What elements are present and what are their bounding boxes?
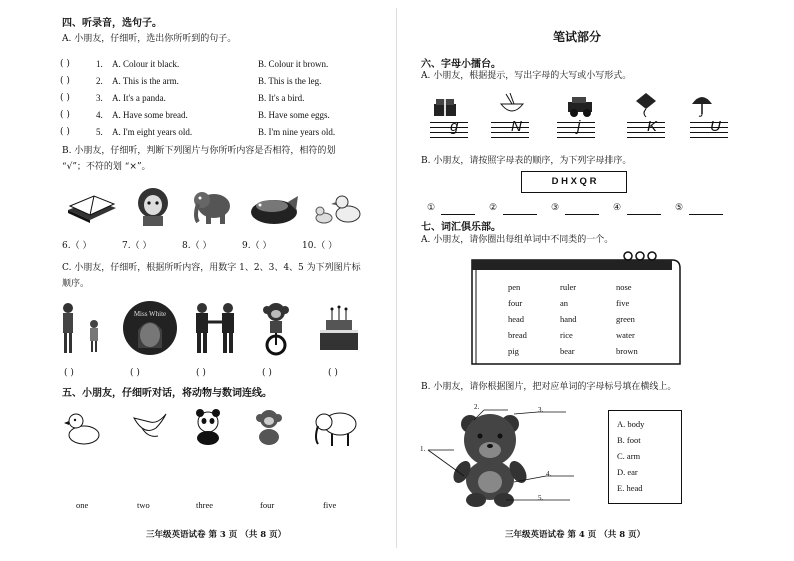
option-b[interactable]: B. This is the leg. bbox=[258, 76, 322, 86]
word-cell[interactable]: brown bbox=[616, 346, 638, 356]
birthday-cake-picture bbox=[316, 302, 362, 354]
order-mark: ② bbox=[489, 203, 498, 213]
order-answer-3[interactable]: ( ) bbox=[196, 368, 206, 378]
number-word[interactable]: two bbox=[137, 500, 150, 510]
order-answer-1[interactable]: ( ) bbox=[64, 368, 74, 378]
writing-line bbox=[557, 132, 595, 133]
option-e: E. head bbox=[617, 483, 643, 493]
judge-answer-10[interactable]: 10.（ ） bbox=[302, 241, 338, 251]
letter-lines-4[interactable] bbox=[627, 122, 665, 142]
noodles-icon bbox=[498, 92, 526, 118]
option-a[interactable]: A. I'm eight years old. bbox=[112, 127, 193, 137]
word-cell[interactable]: five bbox=[616, 298, 630, 308]
writing-line bbox=[491, 122, 529, 123]
doll-picture bbox=[133, 186, 173, 228]
writing-line bbox=[690, 127, 728, 128]
writing-line bbox=[430, 137, 468, 138]
writing-line bbox=[430, 122, 468, 123]
elephant-icon bbox=[310, 406, 362, 448]
miss-white-badge bbox=[122, 300, 178, 356]
section-6-title: 六、字母小擂台。 bbox=[421, 59, 501, 70]
jeep-icon bbox=[565, 96, 595, 118]
section-7-title: 七、词汇俱乐部。 bbox=[421, 222, 501, 233]
option-a[interactable]: A. Have some bread. bbox=[112, 110, 188, 120]
number-word[interactable]: one bbox=[76, 500, 89, 510]
order-mark: ③ bbox=[551, 203, 560, 213]
writing-line bbox=[627, 127, 665, 128]
section-7a-instruction: A. 小朋友，请你圈出每组单词中不同类的一个。 bbox=[421, 235, 614, 245]
order-mark: ④ bbox=[613, 203, 622, 213]
bird-icon bbox=[128, 408, 168, 446]
handwritten-letter: K bbox=[647, 118, 658, 135]
section-4c-instruction-line1: C. 小朋友，仔细听，根据所听内容，用数字 1、2、3、4、5 为下列图片标 bbox=[62, 263, 361, 273]
left-footer: 三年级英语试卷 第 3 页 （共 8 页） bbox=[146, 530, 287, 540]
writing-line bbox=[627, 122, 665, 123]
answer-paren[interactable]: ( ) bbox=[60, 127, 70, 137]
order-blank[interactable] bbox=[565, 204, 599, 215]
writing-line bbox=[557, 127, 595, 128]
judge-answer-6[interactable]: 6.（ ） bbox=[62, 241, 92, 251]
judge-answer-8[interactable]: 8.（ ） bbox=[182, 241, 212, 251]
section-6b-instruction: B. 小朋友，请按照字母表的顺序，为下列字母排序。 bbox=[421, 156, 632, 166]
option-d: D. ear bbox=[617, 467, 638, 477]
writing-line bbox=[627, 132, 665, 133]
letter-lines-5[interactable] bbox=[690, 122, 728, 142]
question-number: 4. bbox=[96, 110, 103, 120]
writing-line bbox=[430, 127, 468, 128]
writing-line bbox=[430, 132, 468, 133]
option-b: B. foot bbox=[617, 435, 641, 445]
people-picture bbox=[56, 302, 106, 356]
gift-icon bbox=[432, 94, 458, 118]
order-answer-2[interactable]: ( ) bbox=[130, 368, 140, 378]
section-4c-instruction-line2: 顺序。 bbox=[62, 279, 90, 289]
judge-answer-9[interactable]: 9.（ ） bbox=[242, 241, 272, 251]
option-a: A. body bbox=[617, 419, 645, 429]
writing-line bbox=[491, 132, 529, 133]
number-word[interactable]: three bbox=[196, 500, 213, 510]
word-cell[interactable]: ruler bbox=[560, 282, 577, 292]
judge-answer-7[interactable]: 7.（ ） bbox=[122, 241, 152, 251]
answer-paren[interactable]: ( ) bbox=[60, 110, 70, 120]
writing-line bbox=[690, 122, 728, 123]
handwritten-letter: U bbox=[710, 118, 721, 135]
bear-label-2: 2. bbox=[474, 403, 480, 411]
word-cell[interactable]: hand bbox=[560, 314, 577, 324]
word-cell[interactable]: pig bbox=[508, 346, 519, 356]
fish-picture bbox=[248, 186, 300, 228]
duck-picture bbox=[312, 190, 362, 226]
bear-label-1: 1. bbox=[420, 445, 426, 453]
word-cell[interactable]: bear bbox=[560, 346, 575, 356]
question-number: 5. bbox=[96, 127, 103, 137]
order-blank[interactable] bbox=[627, 204, 661, 215]
letter-sequence-box: D H X Q R bbox=[521, 171, 627, 193]
kite-icon bbox=[632, 92, 660, 118]
word-cell[interactable]: rice bbox=[560, 330, 573, 340]
order-mark: ⑤ bbox=[675, 203, 684, 213]
handwritten-letter: g bbox=[450, 118, 459, 135]
writing-line bbox=[690, 137, 728, 138]
section-6a-instruction: A. 小朋友，根据提示，写出字母的大写或小写形式。 bbox=[421, 71, 632, 81]
writing-line bbox=[557, 122, 595, 123]
word-cell[interactable]: bread bbox=[508, 330, 527, 340]
handshake-picture bbox=[190, 302, 240, 356]
writing-line bbox=[557, 137, 595, 138]
option-c: C. arm bbox=[617, 451, 641, 461]
section-4b-instruction-line1: B. 小朋友，仔细听，判断下列图片与你所听内容是否相符，相符的划 bbox=[62, 146, 336, 156]
section-4-title: 四、听录音，选句子。 bbox=[62, 18, 162, 29]
option-b[interactable]: B. I'm nine years old. bbox=[258, 127, 336, 137]
letter-lines-2[interactable] bbox=[491, 122, 529, 142]
section-5-title: 五、小朋友，仔细听对话，将动物与数词连线。 bbox=[62, 388, 272, 399]
order-answer-5[interactable]: ( ) bbox=[328, 368, 338, 378]
writing-line bbox=[627, 137, 665, 138]
page-divider bbox=[396, 8, 397, 548]
answer-paren[interactable]: ( ) bbox=[60, 93, 70, 103]
bear-picture bbox=[418, 400, 578, 510]
body-parts-options-box bbox=[608, 410, 682, 504]
question-number: 3. bbox=[96, 93, 103, 103]
word-cell[interactable]: water bbox=[616, 330, 635, 340]
word-cell[interactable]: nose bbox=[616, 282, 632, 292]
writing-line bbox=[491, 137, 529, 138]
umbrella-icon bbox=[690, 92, 714, 118]
option-a[interactable]: A. This is the arm. bbox=[112, 76, 179, 86]
number-word[interactable]: five bbox=[323, 500, 337, 510]
duck-icon bbox=[62, 410, 102, 446]
badge-text: Miss White bbox=[133, 310, 167, 318]
word-cell[interactable]: green bbox=[616, 314, 635, 324]
right-footer: 三年级英语试卷 第 4 页 （共 8 页） bbox=[505, 530, 646, 540]
order-blank[interactable] bbox=[689, 204, 723, 215]
option-a[interactable]: A. It's a panda. bbox=[112, 93, 166, 103]
order-answer-4[interactable]: ( ) bbox=[262, 368, 272, 378]
monkey-unicycle-picture bbox=[254, 300, 300, 356]
word-cell[interactable]: head bbox=[508, 314, 525, 324]
bear-label-4: 4. bbox=[546, 470, 552, 478]
answer-paren[interactable]: ( ) bbox=[60, 76, 70, 86]
word-cell[interactable]: four bbox=[508, 298, 523, 308]
option-b[interactable]: B. Have some eggs. bbox=[258, 110, 330, 120]
answer-paren[interactable]: ( ) bbox=[60, 59, 70, 69]
order-blank[interactable] bbox=[503, 204, 537, 215]
section-4b-instruction-line2: “√”；不符的划 “×”。 bbox=[62, 162, 151, 172]
section-7b-instruction: B. 小朋友，请你根据图片，把对应单词的字母标号填在横线上。 bbox=[421, 382, 677, 392]
letter-lines-3[interactable] bbox=[557, 122, 595, 142]
handwritten-letter: j bbox=[577, 118, 581, 135]
word-cell[interactable]: an bbox=[560, 298, 569, 308]
option-b[interactable]: B. Colour it brown. bbox=[258, 59, 329, 69]
writing-line bbox=[690, 132, 728, 133]
order-blank[interactable] bbox=[441, 204, 475, 215]
book-picture bbox=[66, 190, 118, 226]
question-number: 1. bbox=[96, 59, 103, 69]
bear-label-3: 3. bbox=[538, 406, 544, 414]
written-part-header: 笔试部分 bbox=[553, 30, 602, 44]
letter-lines-1[interactable] bbox=[430, 122, 468, 142]
monkey-icon bbox=[250, 406, 288, 446]
word-cell[interactable]: pen bbox=[508, 282, 521, 292]
handwritten-letter: N bbox=[511, 118, 522, 135]
word-notebook bbox=[468, 250, 684, 370]
panda-icon bbox=[188, 406, 228, 446]
option-b[interactable]: B. It's a bird. bbox=[258, 93, 305, 103]
section-4a-instruction: A. 小朋友，仔细听，选出你所听到的句子。 bbox=[62, 34, 237, 44]
number-word[interactable]: four bbox=[260, 500, 275, 510]
bear-label-5: 5. bbox=[538, 494, 544, 502]
option-a[interactable]: A. Colour it black. bbox=[112, 59, 180, 69]
writing-line bbox=[491, 127, 529, 128]
order-mark: ① bbox=[427, 203, 436, 213]
elephant-picture bbox=[190, 186, 236, 228]
question-number: 2. bbox=[96, 76, 103, 86]
